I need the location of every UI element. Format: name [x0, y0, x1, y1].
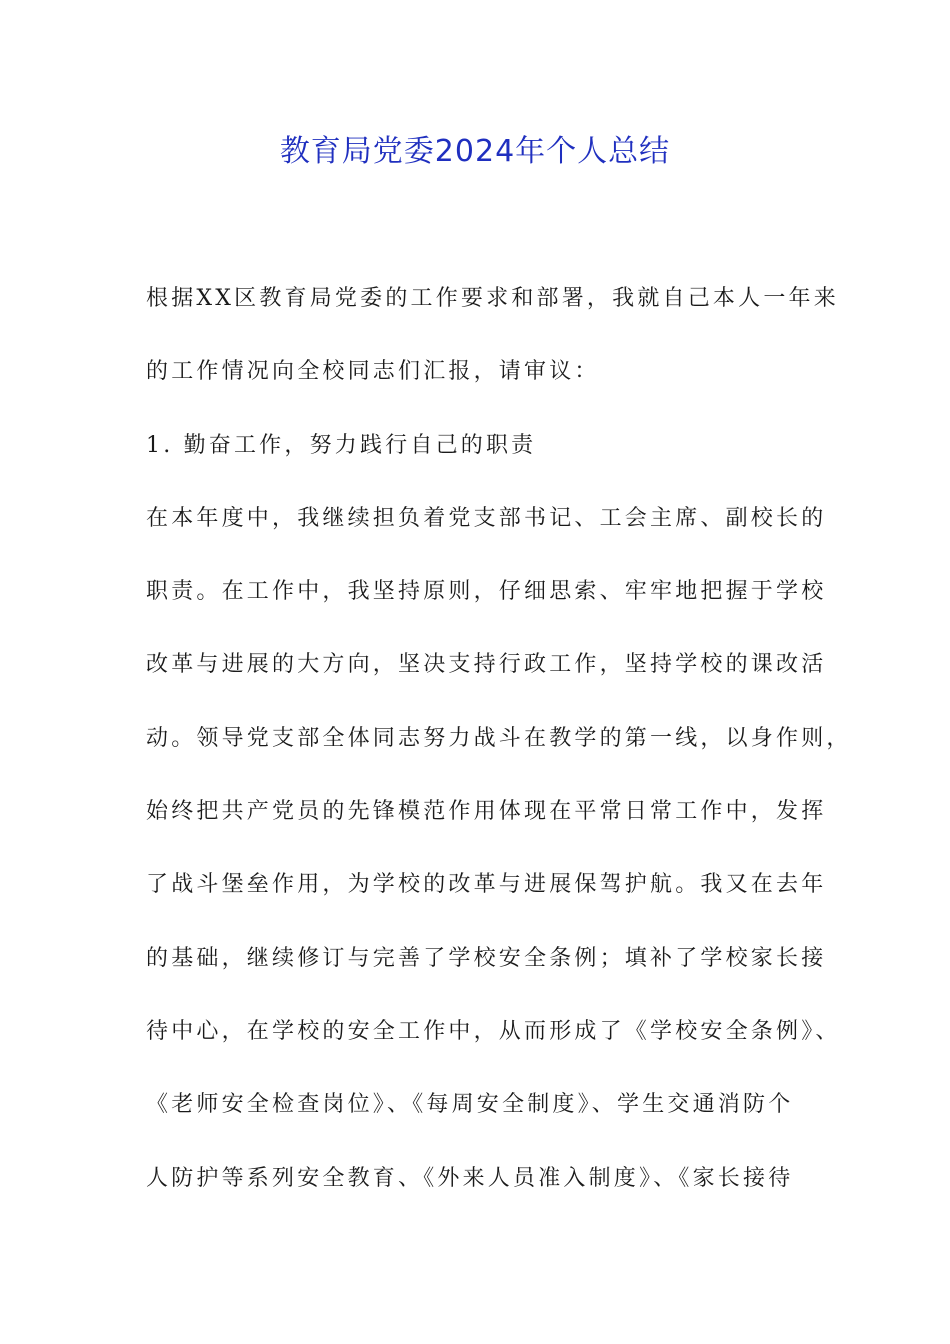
- body-line: 在本年度中，我继续担负着党支部书记、工会主席、副校长的: [146, 505, 827, 531]
- body-line: 《老师安全检查岗位》、《每周安全制度》、学生交通消防个: [146, 1092, 794, 1118]
- document-body: [146, 262, 852, 1215]
- body-line: 待中心，在学校的安全工作中，从而形成了《学校安全条例》、: [146, 1018, 841, 1044]
- body-line: 人防护等系列安全教育、《外来人员准入制度》、《家长接待: [146, 1165, 794, 1191]
- body-line: 改革与进展的大方向，坚决支持行政工作，坚持学校的课改活: [146, 652, 827, 678]
- body-line: 了战斗堡垒作用，为学校的改革与进展保驾护航。我又在去年: [146, 872, 827, 898]
- body-line: 动。领导党支部全体同志努力战斗在教学的第一线，以身作则，: [146, 725, 852, 751]
- body-line: 的基础，继续修订与完善了学校安全条例；填补了学校家长接: [146, 945, 827, 971]
- page-title: 教育局党委2024年个人总结: [279, 134, 671, 169]
- body-line: 始终把共产党员的先锋模范作用体现在平常日常工作中，发挥: [146, 799, 827, 825]
- body-line: 的工作情况向全校同志们汇报，请审议：: [146, 359, 600, 385]
- body-line: 职责。在工作中，我坚持原则，仔细思索、牢牢地把握于学校: [146, 579, 827, 605]
- body-line: 根据XX区教育局党委的工作要求和部署，我就自己本人一年来: [146, 286, 839, 311]
- section-heading: 1. 勤奋工作，努力践行自己的职责: [146, 432, 537, 458]
